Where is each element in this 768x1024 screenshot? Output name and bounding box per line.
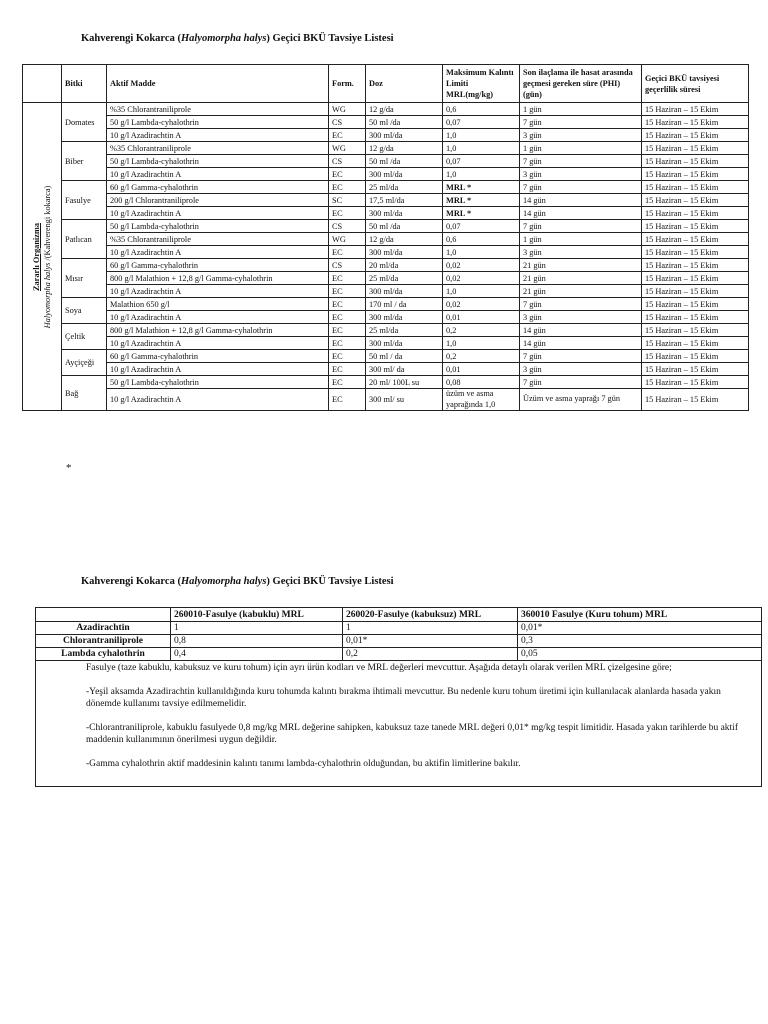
active-substance-cell: 50 g/l Lambda-cyhalothrin [107,116,329,129]
formulation-cell: EC [329,389,366,411]
page-title [81,33,394,44]
mrl-cell: MRL * [443,207,520,220]
active-substance-cell: %35 Chlorantraniliprole [107,103,329,116]
title-prefix: Kahverengi Kokarca ( [81,33,181,44]
formulation-cell: CS [329,220,366,233]
mrl-cell: 0,02 [443,272,520,285]
table-row [23,116,749,129]
mrl-cell: 0,01 [443,363,520,376]
phi-cell: 21 gün [520,259,642,272]
crop-cell: Soya [62,298,107,324]
mrl-row-substance: Azadirachtin [36,622,171,635]
mrl-cell: 0,02 [443,298,520,311]
table-row [23,103,749,116]
active-substance-cell: %35 Chlorantraniliprole [107,233,329,246]
phi-cell: 14 gün [520,207,642,220]
formulation-cell: EC [329,350,366,363]
organism-species [42,185,53,328]
mrl-header-kuru-tohum: 360010 Fasulye (Kuru tohum) MRL [518,608,762,622]
validity-cell: 15 Haziran – 15 Ekim [642,350,749,363]
phi-cell: 3 gün [520,311,642,324]
mrl-header-kabuklu: 260010-Fasulye (kabuklu) MRL [171,608,343,622]
phi-cell: 3 gün [520,168,642,181]
mrl-cell: 0,2 [443,350,520,363]
validity-cell: 15 Haziran – 15 Ekim [642,376,749,389]
validity-cell: 15 Haziran – 15 Ekim [642,207,749,220]
dose-cell: 300 ml/da [366,311,443,324]
mrl-cell: 1 [171,622,343,635]
note-paragraph: -Yeşil aksamda Azadirachtin kullanıldığında kuru tohumda kalıntı bırakma ihtimali mevcuttur. Bu nedenle kuru tohum üretimi için kullanılacak alanlarda hasada yakın dönemde kullanımı tavsiye edilmemelidir. [86,687,721,709]
phi-cell: 1 gün [520,233,642,246]
mrl-cell: 0,2 [443,324,520,337]
table-row [23,350,749,363]
page-title-2 [81,576,394,587]
active-substance-cell: 50 g/l Lambda-cyhalothrin [107,220,329,233]
active-substance-cell: 800 g/l Malathion + 12,8 g/l Gamma-cyhalothrin [107,272,329,285]
table-row [23,389,749,411]
validity-cell: 15 Haziran – 15 Ekim [642,168,749,181]
phi-cell: 21 gün [520,285,642,298]
formulation-cell: EC [329,363,366,376]
table-row [23,311,749,324]
mrl-cell: 0,07 [443,220,520,233]
validity-cell: 15 Haziran – 15 Ekim [642,220,749,233]
dose-cell: 12 g/da [366,103,443,116]
organism-common-name: /(Kahverengi kokarca) [43,185,52,263]
notes-cell [36,661,762,787]
table-row [23,207,749,220]
table-row [23,363,749,376]
mrl-row-substance: Lambda cyhalothrin [36,648,171,661]
dose-cell: 300 ml/ su [366,389,443,411]
active-substance-cell: 10 g/l Azadirachtin A [107,168,329,181]
formulation-cell: EC [329,324,366,337]
active-substance-cell: 10 g/l Azadirachtin A [107,285,329,298]
header-phi: Son ilaçlama ile hasat arasında geçmesi gereken süre (PHI) (gün) [520,65,642,103]
header-mrl: Maksimum Kalıntı Limiti MRL(mg/kg) [443,65,520,103]
formulation-cell: EC [329,337,366,350]
validity-cell: 15 Haziran – 15 Ekim [642,285,749,298]
mrl-header-blank [36,608,171,622]
formulation-cell: EC [329,168,366,181]
validity-cell: 15 Haziran – 15 Ekim [642,311,749,324]
title-suffix: ) Geçici BKÜ Tavsiye Listesi [266,576,394,587]
active-substance-cell: Malathion 650 g/l [107,298,329,311]
mrl-cell: 0,02 [443,259,520,272]
dose-cell: 12 g/da [366,233,443,246]
note-paragraph: -Gamma cyhalothrin aktif maddesinin kalıntı tanımı lambda-cyhalothrin olduğundan, bu aktifin limitlerine bakılır. [86,759,521,769]
formulation-cell: EC [329,207,366,220]
phi-cell: 3 gün [520,363,642,376]
organism-label [31,185,53,328]
phi-cell: 1 gün [520,103,642,116]
mrl-row-substance: Chlorantraniliprole [36,635,171,648]
validity-cell: 15 Haziran – 15 Ekim [642,324,749,337]
dose-cell: 300 ml/ da [366,363,443,376]
notes-row [36,661,762,787]
phi-cell: 7 gün [520,155,642,168]
active-substance-cell: 60 g/l Gamma-cyhalothrin [107,259,329,272]
validity-cell: 15 Haziran – 15 Ekim [642,129,749,142]
validity-cell: 15 Haziran – 15 Ekim [642,298,749,311]
formulation-cell: EC [329,376,366,389]
recommendation-table [22,64,749,411]
mrl-cell: 1,0 [443,246,520,259]
active-substance-cell: 10 g/l Azadirachtin A [107,246,329,259]
organism-species-name: Halyomorpha halys [43,262,52,328]
mrl-cell: 1,0 [443,129,520,142]
table-row [23,142,749,155]
mrl-row [36,648,762,661]
validity-cell: 15 Haziran – 15 Ekim [642,337,749,350]
active-substance-cell: 10 g/l Azadirachtin A [107,389,329,411]
mrl-header-kabuksuz: 260020-Fasulye (kabuksuz) MRL [343,608,518,622]
mrl-cell: MRL * [443,194,520,207]
phi-cell: 1 gün [520,142,642,155]
mrl-cell: 0,08 [443,376,520,389]
mrl-cell: üzüm ve asma yaprağında 1,0 [443,389,520,411]
mrl-cell: 1,0 [443,142,520,155]
validity-cell: 15 Haziran – 15 Ekim [642,155,749,168]
crop-cell: Çeltik [62,324,107,350]
table-row [23,376,749,389]
table-row [23,298,749,311]
mrl-cell: MRL * [443,181,520,194]
formulation-cell: CS [329,259,366,272]
mrl-cell: 1,0 [443,168,520,181]
crop-cell: Mısır [62,259,107,298]
formulation-cell: EC [329,285,366,298]
title-suffix: ) Geçici BKÜ Tavsiye Listesi [266,33,394,44]
dose-cell: 50 ml /da [366,116,443,129]
table-row [23,259,749,272]
mrl-row [36,635,762,648]
formulation-cell: WG [329,103,366,116]
dose-cell: 20 ml/da [366,259,443,272]
phi-cell: Üzüm ve asma yaprağı 7 gün [520,389,642,411]
phi-cell: 14 gün [520,324,642,337]
validity-cell: 15 Haziran – 15 Ekim [642,259,749,272]
phi-cell: 21 gün [520,272,642,285]
formulation-cell: CS [329,155,366,168]
table-row [23,246,749,259]
mrl-header-row [36,608,762,622]
validity-cell: 15 Haziran – 15 Ekim [642,233,749,246]
table-row [23,233,749,246]
mrl-cell: 0,6 [443,233,520,246]
formulation-cell: EC [329,311,366,324]
header-active-substance: Aktif Madde [107,65,329,103]
dose-cell: 25 ml/da [366,324,443,337]
active-substance-cell: %35 Chlorantraniliprole [107,142,329,155]
dose-cell: 300 ml/da [366,129,443,142]
formulation-cell: EC [329,129,366,142]
mrl-cell: 0,3 [518,635,762,648]
mrl-cell: 0,01* [518,622,762,635]
dose-cell: 50 ml /da [366,220,443,233]
validity-cell: 15 Haziran – 15 Ekim [642,116,749,129]
mrl-cell: 1,0 [443,337,520,350]
table-row [23,285,749,298]
table-row [23,337,749,350]
organism-cell [23,103,62,411]
crop-cell: Biber [62,142,107,181]
active-substance-cell: 60 g/l Gamma-cyhalothrin [107,181,329,194]
table-header-row [23,65,749,103]
phi-cell: 7 gün [520,116,642,129]
header-dose: Doz [366,65,443,103]
active-substance-cell: 10 g/l Azadirachtin A [107,337,329,350]
active-substance-cell: 10 g/l Azadirachtin A [107,311,329,324]
validity-cell: 15 Haziran – 15 Ekim [642,363,749,376]
formulation-cell: WG [329,233,366,246]
dose-cell: 25 ml/da [366,181,443,194]
dose-cell: 300 ml/da [366,168,443,181]
table-row [23,155,749,168]
dose-cell: 300 ml/da [366,337,443,350]
title-prefix: Kahverengi Kokarca ( [81,576,181,587]
mrl-cell: 1 [343,622,518,635]
phi-cell: 14 gün [520,194,642,207]
validity-cell: 15 Haziran – 15 Ekim [642,194,749,207]
crop-cell: Fasulye [62,181,107,220]
title-species: Halyomorpha halys [180,576,267,587]
validity-cell: 15 Haziran – 15 Ekim [642,246,749,259]
table-row [23,181,749,194]
mrl-cell: 1,0 [443,285,520,298]
mrl-cell: 0,4 [171,648,343,661]
validity-cell: 15 Haziran – 15 Ekim [642,142,749,155]
formulation-cell: WG [329,142,366,155]
dose-cell: 20 ml/ 100L su [366,376,443,389]
note-paragraph: -Chlorantraniliprole, kabuklu fasulyede 0,8 mg/kg MRL değerine sahipken, kabuksuz taze tanede MRL değeri 0,01* mg/kg tespit limitidir. Hasada yakın tarihlerde bu aktif maddenin kullanımının önerilmesi uygun değildir. [86,723,738,745]
table-row [23,194,749,207]
header-crop: Bitki [62,65,107,103]
active-substance-cell: 10 g/l Azadirachtin A [107,129,329,142]
phi-cell: 7 gün [520,181,642,194]
formulation-cell: EC [329,298,366,311]
active-substance-cell: 50 g/l Lambda-cyhalothrin [107,376,329,389]
dose-cell: 170 ml / da [366,298,443,311]
header-organism [23,65,62,103]
mrl-cell: 0,8 [171,635,343,648]
mrl-cell: 0,2 [343,648,518,661]
crop-cell: Ayçiçeği [62,350,107,376]
phi-cell: 7 gün [520,220,642,233]
formulation-cell: EC [329,181,366,194]
validity-cell: 15 Haziran – 15 Ekim [642,103,749,116]
dose-cell: 50 ml /da [366,155,443,168]
organism-title: Zararlı Organizma [32,222,41,291]
dose-cell: 12 g/da [366,142,443,155]
formulation-cell: SC [329,194,366,207]
table-row [23,272,749,285]
validity-cell: 15 Haziran – 15 Ekim [642,181,749,194]
mrl-cell: 0,07 [443,116,520,129]
phi-cell: 7 gün [520,350,642,363]
footnote-marker: * [66,462,72,474]
crop-cell: Bağ [62,376,107,411]
formulation-cell: EC [329,272,366,285]
crop-cell: Patlıcan [62,220,107,259]
mrl-cell: 0,07 [443,155,520,168]
dose-cell: 300 ml/da [366,285,443,298]
crop-cell: Domates [62,103,107,142]
active-substance-cell: 200 g/l Chlorantraniliprole [107,194,329,207]
mrl-cell: 0,01* [343,635,518,648]
phi-cell: 3 gün [520,246,642,259]
active-substance-cell: 60 g/l Gamma-cyhalothrin [107,350,329,363]
table-row [23,129,749,142]
table-row [23,220,749,233]
phi-cell: 7 gün [520,298,642,311]
formulation-cell: EC [329,246,366,259]
validity-cell: 15 Haziran – 15 Ekim [642,389,749,411]
formulation-cell: CS [329,116,366,129]
mrl-cell: 0,6 [443,103,520,116]
active-substance-cell: 50 g/l Lambda-cyhalothrin [107,155,329,168]
header-formulation: Form. [329,65,366,103]
table-row [23,168,749,181]
table-row [23,324,749,337]
note-paragraph: Fasulye (taze kabuklu, kabuksuz ve kuru tohum) için ayrı ürün kodları ve MRL değerleri mevcuttur. Aşağıda detaylı olarak verilen MRL çizelgesine göre; [86,663,672,673]
mrl-cell: 0,05 [518,648,762,661]
dose-cell: 17,5 ml/da [366,194,443,207]
title-species: Halyomorpha halys [180,33,267,44]
dose-cell: 25 ml/da [366,272,443,285]
phi-cell: 7 gün [520,376,642,389]
dose-cell: 300 ml/da [366,207,443,220]
validity-cell: 15 Haziran – 15 Ekim [642,272,749,285]
phi-cell: 14 gün [520,337,642,350]
dose-cell: 300 ml/da [366,246,443,259]
mrl-row [36,622,762,635]
header-validity: Geçici BKÜ tavsiyesi geçerlilik süresi [642,65,749,103]
dose-cell: 50 ml / da [366,350,443,363]
mrl-table [35,607,762,787]
active-substance-cell: 10 g/l Azadirachtin A [107,207,329,220]
active-substance-cell: 10 g/l Azadirachtin A [107,363,329,376]
phi-cell: 3 gün [520,129,642,142]
mrl-cell: 0,01 [443,311,520,324]
active-substance-cell: 800 g/l Malathion + 12,8 g/l Gamma-cyhalothrin [107,324,329,337]
